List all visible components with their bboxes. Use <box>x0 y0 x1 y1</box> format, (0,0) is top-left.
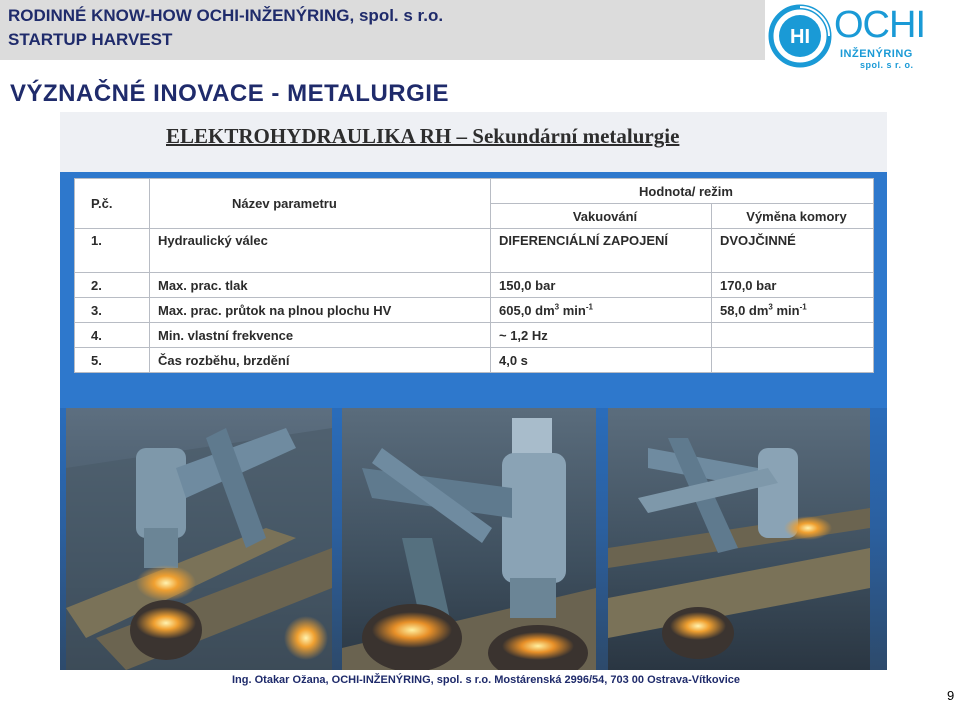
panel-title: ELEKTROHYDRAULIKA RH – Sekundární metalurgie <box>166 124 680 148</box>
row-chamber-value <box>712 323 874 348</box>
row-parameter-name: Čas rozběhu, brzdění <box>150 348 491 373</box>
rh-plant-render-right <box>608 408 870 670</box>
row-number: 5. <box>75 348 150 373</box>
header-project-line: STARTUP HARVEST <box>8 30 173 49</box>
table-row <box>75 229 874 273</box>
table-header-value-group: Hodnota/ režim <box>491 179 874 204</box>
rh-plant-render-center <box>342 408 596 670</box>
company-logo <box>768 4 954 68</box>
logo-legal-form: spol. s r. o. <box>860 60 914 70</box>
row-number: 4. <box>75 323 150 348</box>
row-number: 3. <box>75 298 150 323</box>
row-chamber-value: 170,0 bar <box>712 273 874 298</box>
table-header-chamber: Výměna komory <box>712 204 874 229</box>
table-row <box>75 273 874 298</box>
row-parameter-name: Max. prac. tlak <box>150 273 491 298</box>
table-header-name: Název parametru <box>150 179 491 229</box>
row-vacuum-value: DIFERENCIÁLNÍ ZAPOJENÍ <box>491 229 712 273</box>
row-chamber-value <box>712 348 874 373</box>
header-company-line: RODINNÉ KNOW-HOW OCHI-INŽENÝRING, spol. s r.o. <box>8 6 444 25</box>
logo-name: OCHI <box>834 4 925 46</box>
row-vacuum-value: ~ 1,2 Hz <box>491 323 712 348</box>
rh-plant-render-left <box>66 408 332 670</box>
table-row <box>75 348 874 373</box>
logo-subtitle: INŽENÝRING <box>840 48 913 60</box>
page-title: VÝZNAČNÉ INOVACE - METALURGIE <box>10 80 449 107</box>
logo-mark-text: HI <box>790 26 810 48</box>
row-vacuum-value: 605,0 $dm^3$ $\min^{-1}$ <box>491 298 712 323</box>
row-number: 2. <box>75 273 150 298</box>
page-number: 9 <box>947 688 955 703</box>
header-band <box>0 0 765 60</box>
row-parameter-name: Max. prac. průtok na plnou plochu HV <box>150 298 491 323</box>
table-header-number: P.č. <box>75 179 150 229</box>
content-panel <box>60 112 887 670</box>
parameters-table <box>74 178 874 373</box>
row-vacuum-value: 4,0 s <box>491 348 712 373</box>
row-parameter-name: Hydraulický válec <box>150 229 491 273</box>
table-row <box>75 298 874 323</box>
table-row <box>75 323 874 348</box>
row-number: 1. <box>75 229 150 273</box>
table-header-vacuum: Vakuování <box>491 204 712 229</box>
logo-mark-icon <box>768 4 832 68</box>
panel-title-bar <box>60 112 887 172</box>
row-parameter-name: Min. vlastní frekvence <box>150 323 491 348</box>
row-vacuum-value: 150,0 bar <box>491 273 712 298</box>
footer-author-address: Ing. Otakar Ožana, OCHI-INŽENÝRING, spol. s r.o. Mostárenská 2996/54, 703 00 Ostrava-Vítkovice <box>232 674 741 686</box>
row-chamber-value: DVOJČINNÉ <box>712 229 874 273</box>
row-chamber-value: 58,0 $dm^3$ $\min^{-1}$ <box>712 298 874 323</box>
